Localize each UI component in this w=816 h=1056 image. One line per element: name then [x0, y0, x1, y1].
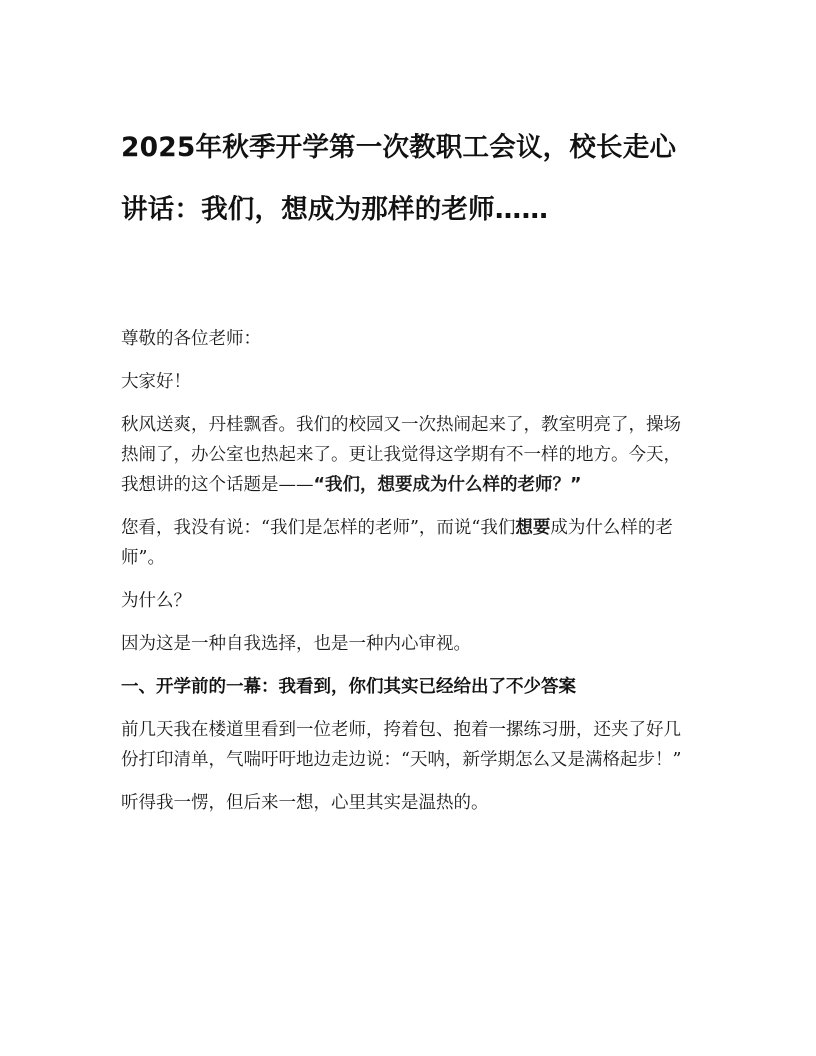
section-1-heading: 一、开学前的一幕：我看到，你们其实已经给出了不少答案	[121, 677, 576, 697]
greeting-paragraph: 尊敬的各位老师：	[121, 329, 261, 349]
document-body	[121, 324, 691, 818]
intro-text: 秋风送爽，丹桂飘香。我们的校园又一次热闹起来了，教室明亮了，操场热闹了，办公室也热起来了。更让我觉得这学期有不一样的地方。今天，我想讲的这个话题是——	[121, 415, 681, 495]
anecdote-paragraph: 前几天我在楼道里看到一位老师，挎着包、抱着一摞练习册，还夹了好几份打印清单，气喘吁吁地边走边说：“天呐，新学期怎么又是满格起步！”	[121, 720, 682, 770]
wording-text-before: 您看，我没有说：“我们是怎样的老师”，而说“我们	[121, 518, 516, 538]
document-content	[121, 117, 691, 831]
wording-paragraph	[121, 513, 691, 573]
because-paragraph: 因为这是一种自我选择，也是一种内心审视。	[121, 634, 471, 654]
document-title: 2025年秋季开学第一次教职工会议，校长走心讲话：我们，想成为那样的老师……	[121, 132, 677, 225]
intro-topic-bold: “我们，想要成为什么样的老师？”	[313, 475, 582, 495]
wording-text-after: 成为什么样的老师”。	[121, 518, 673, 568]
intro-paragraph	[121, 410, 691, 500]
why-paragraph: 为什么？	[121, 591, 191, 611]
hello-paragraph: 大家好！	[121, 372, 191, 392]
wording-emphasis-bold: 想要	[515, 518, 551, 538]
reflection-paragraph: 听得我一愣，但后来一想，心里其实是温热的。	[121, 793, 489, 813]
